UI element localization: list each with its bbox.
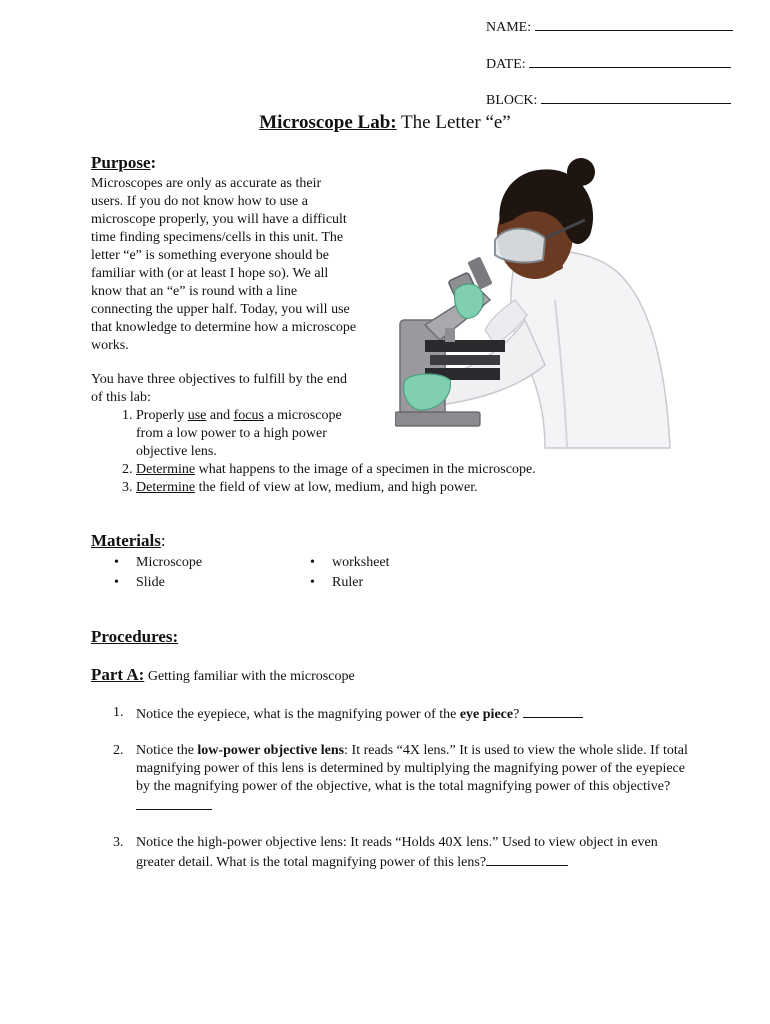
procedure-text: Notice the: [136, 743, 198, 758]
material-item: [310, 553, 390, 573]
objective-text: the field of view at low, medium, and high power.: [195, 480, 478, 495]
answer-blank[interactable]: [486, 852, 568, 866]
date-field[interactable]: [486, 53, 731, 73]
part-a-text: Getting familiar with the microscope: [144, 669, 355, 684]
bullet: •: [114, 574, 119, 590]
procedure-number: 1.: [113, 705, 124, 720]
procedure-number: 3.: [113, 835, 124, 850]
scientist-microscope-image: [395, 150, 685, 450]
purpose-colon: :: [150, 153, 157, 172]
material-item: [114, 573, 202, 593]
block-blank[interactable]: [541, 89, 731, 104]
objectives-intro-line: You have three objectives to fulfill by the end: [91, 372, 347, 387]
objectives-intro-line: of this lab:: [91, 390, 151, 405]
objective-keyword: Determine: [136, 462, 196, 477]
procedure-item: [91, 742, 691, 816]
title-main: Microscope Lab:: [259, 112, 397, 133]
objectives-intro: [91, 371, 391, 407]
purpose-heading: [91, 153, 156, 173]
materials-heading: [91, 531, 166, 551]
scientist-illustration: [395, 150, 685, 450]
purpose-paragraph: [91, 175, 391, 355]
procedure-item: [91, 704, 691, 724]
material-label: worksheet: [332, 555, 390, 570]
procedure-text: Notice the high-power objective lens: It reads “Holds 40X lens.” Used to view object in even greater detail. What is the total magnifying power of this lens?: [136, 835, 658, 870]
bullet: •: [310, 555, 315, 570]
materials-list-right: [310, 553, 390, 592]
date-blank[interactable]: [529, 53, 731, 68]
objective-keyword: focus: [233, 408, 264, 423]
name-label: NAME:: [486, 20, 532, 35]
purpose-line: letter “e” is something everyone should be: [91, 248, 329, 263]
procedures-heading-text: Procedures:: [91, 627, 179, 646]
name-field[interactable]: [486, 16, 733, 36]
page-title: [0, 112, 770, 134]
materials-colon: :: [160, 531, 166, 550]
procedure-number: 2.: [113, 743, 124, 758]
procedure-bold-term: eye piece: [459, 707, 514, 722]
material-item: [114, 553, 202, 573]
objective-text: and: [206, 408, 234, 423]
block-field[interactable]: [486, 89, 731, 109]
material-label: Microscope: [136, 555, 203, 570]
objective-item: [136, 407, 366, 461]
material-label: Ruler: [332, 574, 364, 590]
purpose-heading-text: Purpose: [91, 153, 151, 172]
bullet: •: [310, 574, 315, 590]
purpose-line: Microscopes are only as accurate as their: [91, 176, 322, 191]
objective-item: [136, 461, 691, 479]
purpose-line: users. If you do not know how to use a: [91, 194, 308, 209]
part-a-heading: [91, 665, 355, 685]
purpose-line: works.: [91, 338, 129, 353]
material-item: [310, 573, 390, 593]
procedure-text: Notice the eyepiece, what is the magnifying power of the: [136, 707, 460, 722]
purpose-line: that knowledge to determine how a microscope: [91, 320, 357, 335]
objective-text: what happens to the image of a specimen in the microscope.: [195, 462, 536, 477]
objectives-list: [91, 407, 691, 497]
answer-blank[interactable]: [523, 704, 583, 718]
title-rest: The Letter “e”: [396, 112, 511, 133]
objective-item: [136, 479, 691, 497]
purpose-line: know that an “e” is round with a line: [91, 284, 298, 299]
procedure-bold-term: low-power objective lens: [197, 743, 345, 758]
purpose-line: time finding specimens/cells in this unit. The: [91, 230, 344, 245]
block-label: BLOCK:: [486, 93, 538, 108]
procedure-text: ?: [513, 707, 523, 722]
bullet: •: [114, 555, 119, 570]
name-blank[interactable]: [535, 16, 733, 31]
purpose-line: connecting the upper half. Today, you will use: [91, 302, 350, 317]
procedure-text: : It reads “4X lens.” It is used to view the whole slide. If total magnifying power of this lens is determined by multiplying the magnifying power of the eyepiece by the magnifying power of the objective, what is the total magnifying power of this objective?: [136, 743, 688, 794]
objective-text: a microscope from a low power to a high power objective lens.: [136, 408, 342, 459]
objective-text: Properly: [136, 408, 188, 423]
materials-list-left: [114, 553, 202, 592]
purpose-line: familiar with (or at least I hope so). We all: [91, 266, 329, 281]
material-label: Slide: [136, 574, 165, 590]
objective-keyword: use: [187, 408, 207, 423]
procedure-list: [91, 704, 691, 872]
materials-heading-text: Materials: [91, 531, 161, 550]
date-label: DATE:: [486, 57, 526, 72]
objective-keyword: Determine: [136, 480, 196, 495]
part-a-label: Part A:: [91, 665, 145, 684]
procedure-item: [91, 834, 691, 872]
answer-blank[interactable]: [136, 796, 212, 810]
purpose-line: microscope properly, you will have a difficult: [91, 212, 347, 227]
procedures-heading: [91, 627, 178, 647]
